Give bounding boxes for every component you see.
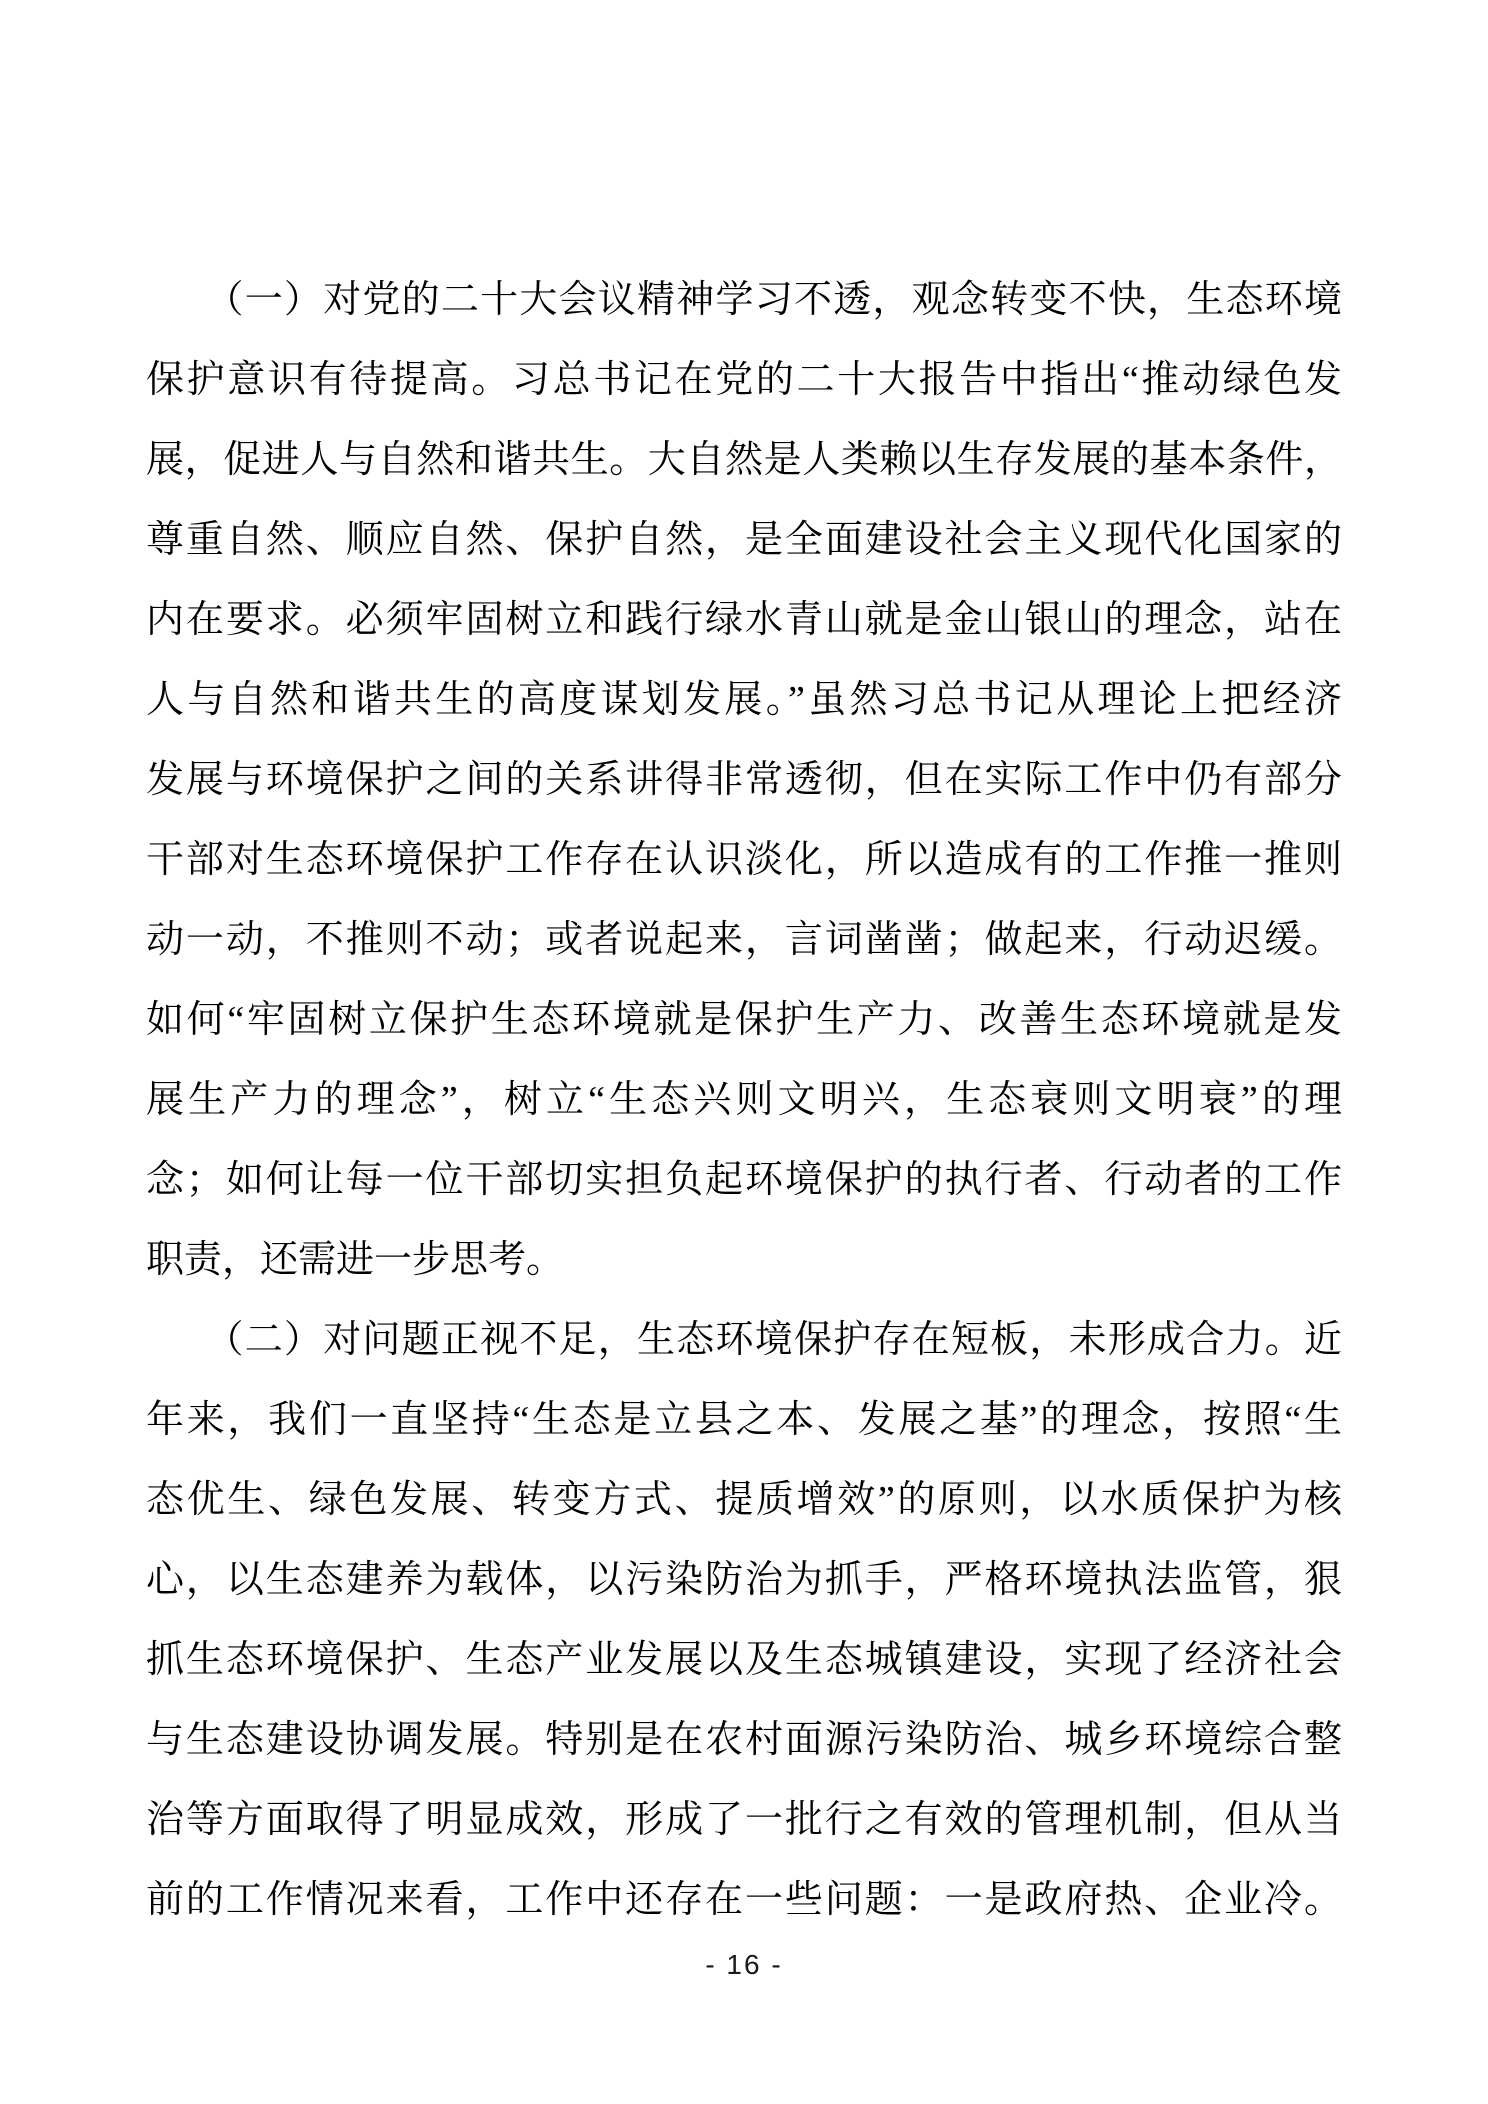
- text-line: 展生产力的理念”，树立“生态兴则文明兴，生态衰则文明衰”的理: [146, 1079, 1342, 1121]
- text-line: 发展与环境保护之间的关系讲得非常透彻，但在实际工作中仍有部分: [146, 759, 1342, 801]
- text-line: 与生态建设协调发展。特别是在农村面源污染防治、城乡环境综合整: [146, 1719, 1342, 1761]
- text-line: 保护意识有待提高。习总书记在党的二十大报告中指出“推动绿色发: [146, 359, 1342, 401]
- text-line: 干部对生态环境保护工作存在认识淡化，所以造成有的工作推一推则: [146, 839, 1342, 881]
- text-line: （二）对问题正视不足，生态环境保护存在短板，未形成合力。近: [146, 1319, 1342, 1361]
- text-line: 抓生态环境保护、生态产业发展以及生态城镇建设，实现了经济社会: [146, 1639, 1342, 1681]
- text-line: 态优生、绿色发展、转变方式、提质增效”的原则，以水质保护为核: [146, 1479, 1342, 1521]
- text-line: 职责，还需进一步思考。: [146, 1239, 565, 1281]
- page-number: - 16 -: [705, 1949, 783, 1980]
- document-body: [146, 260, 1342, 1940]
- text-line: （一）对党的二十大会议精神学习不透，观念转变不快，生态环境: [146, 279, 1342, 321]
- text-line: 展，促进人与自然和谐共生。大自然是人类赖以生存发展的基本条件，: [146, 439, 1342, 481]
- text-line: 如何“牢固树立保护生态环境就是保护生产力、改善生态环境就是发: [146, 999, 1342, 1041]
- text-line: 心，以生态建养为载体，以污染防治为抓手，严格环境执法监管，狠: [146, 1559, 1342, 1601]
- text-line: 动一动，不推则不动；或者说起来，言词凿凿；做起来，行动迟缓。: [146, 919, 1342, 961]
- text-line: 人与自然和谐共生的高度谋划发展。”虽然习总书记从理论上把经济: [146, 679, 1342, 721]
- text-line: 前的工作情况来看，工作中还存在一些问题：一是政府热、企业冷。: [146, 1879, 1342, 1921]
- text-line: 尊重自然、顺应自然、保护自然，是全面建设社会主义现代化国家的: [146, 519, 1342, 561]
- text-line: 年来，我们一直坚持“生态是立县之本、发展之基”的理念，按照“生: [146, 1399, 1342, 1441]
- text-line: 内在要求。必须牢固树立和践行绿水青山就是金山银山的理念，站在: [146, 599, 1342, 641]
- text-line: 念；如何让每一位干部切实担负起环境保护的执行者、行动者的工作: [146, 1159, 1342, 1201]
- text-line: 治等方面取得了明显成效，形成了一批行之有效的管理机制，但从当: [146, 1799, 1342, 1841]
